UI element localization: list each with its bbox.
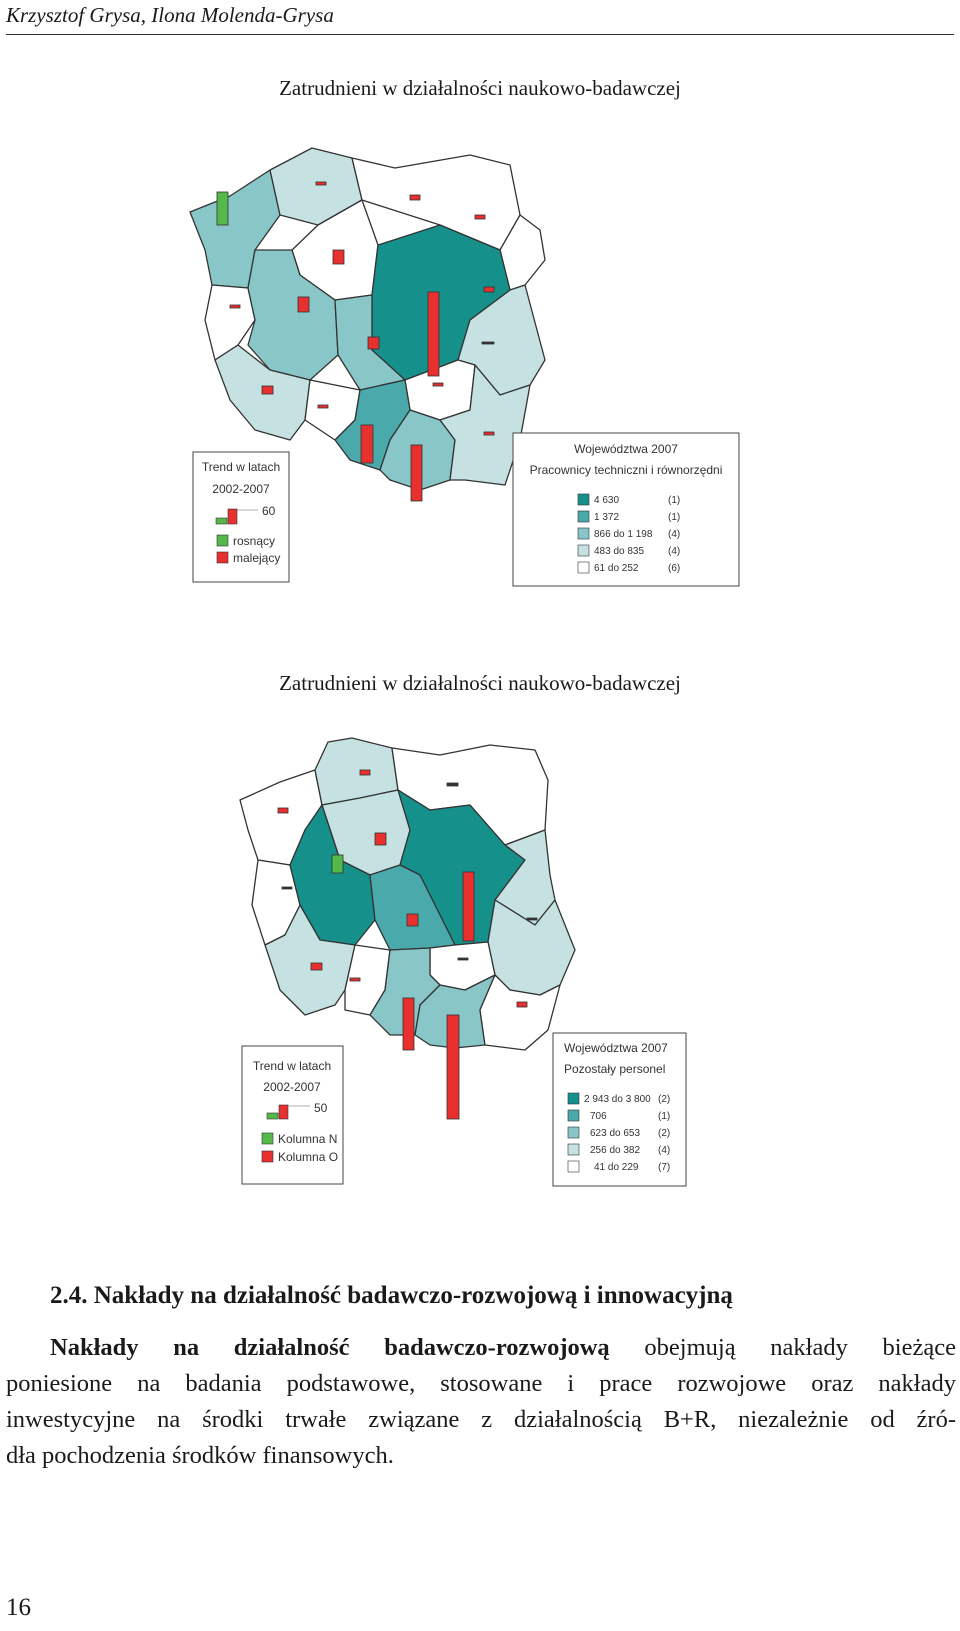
map1-bar-slaskie [361, 425, 373, 463]
map2-bar-zachodniopomorskie [278, 808, 288, 813]
map1-bar-pomorskie [316, 182, 326, 185]
para-line-4: dła pochodzenia środków finansowych. [6, 1442, 394, 1469]
map1-class1-count: (1) [668, 495, 681, 506]
map2-class3-swatch [568, 1127, 579, 1138]
map1-trend-legend-title1: Trend w latach [201, 460, 281, 474]
map1-bar-warminsko-mazurskie [410, 195, 420, 200]
map1-bar-lubuskie [230, 305, 240, 308]
map1-bar-dolnoslaskie [262, 386, 273, 394]
map2-class4-swatch [568, 1144, 579, 1155]
para-line-2: poniesione na badania podstawowe, stosowane i prace rozwojowe oraz nakłady [6, 1370, 956, 1397]
map2 [0, 620, 960, 1260]
map2-class2-count: (1) [658, 1111, 671, 1122]
map1-class5-swatch [578, 562, 589, 573]
map1-class2-count: (1) [668, 512, 681, 523]
map1-class4-count: (4) [668, 546, 681, 557]
map2-bar-lubelskie [517, 1002, 527, 1007]
map2-class5-swatch [568, 1161, 579, 1172]
map2-trend-legend-title1: Trend w latach [252, 1059, 332, 1073]
map1-trend-up-label: rosnący [233, 534, 276, 548]
map1-class3-count: (4) [668, 529, 681, 540]
map2-value-legend-title2: Pozostały personel [564, 1062, 666, 1076]
map1-trend-scale: 60 [262, 504, 276, 518]
map1-class3-swatch [578, 528, 589, 539]
map1-bar-mazowieckie [428, 292, 439, 376]
map1-trend-down-label: malejący [233, 551, 281, 565]
map2-trend-legend [242, 1046, 343, 1184]
map1-class1-range: 4 630 [594, 495, 620, 506]
map2-class3-range: 623 do 653 [590, 1128, 641, 1139]
map1-value-legend-title1: Województwa 2007 [574, 442, 678, 456]
map2-class5-range: 41 do 229 [594, 1162, 639, 1173]
map2-bar-podlaskie [527, 918, 537, 920]
map2-trend-legend-title2: 2002-2007 [263, 1080, 321, 1094]
map1-class5-count: (6) [668, 563, 681, 574]
map2-bar-warminsko-mazurskie [447, 783, 458, 786]
map2-bar-slaskie [403, 998, 414, 1050]
map1-trend-up-swatch [217, 535, 228, 546]
map1-class5-range: 61 do 252 [594, 563, 639, 574]
map2-class4-count: (4) [658, 1145, 671, 1156]
map1-class4-swatch [578, 545, 589, 556]
map1-bar-malopolskie [411, 445, 422, 501]
map1-bar-swietokrzyskie [433, 383, 443, 386]
map2-trend-down-label: Kolumna O [278, 1150, 339, 1164]
map2-class4-range: 256 do 382 [590, 1145, 641, 1156]
map2-trend-up-swatch [262, 1133, 273, 1144]
map2-bar-lubuskie [282, 887, 292, 889]
map1-bar-kujawsko-pomorskie [333, 250, 344, 264]
map2-class1-range: 2 943 do 3 800 [584, 1094, 651, 1105]
map2-class2-swatch [568, 1110, 579, 1121]
map1-title: Zatrudnieni w działalności naukowo-badawczej [279, 76, 681, 100]
para-line-1-rest: obejmują nakłady bieżące [609, 1334, 956, 1361]
map1-bar-lubelskie [482, 342, 494, 344]
map2-bar-wielkopolskie [332, 855, 343, 873]
body-paragraph [6, 1330, 956, 1474]
map2-bar-swietokrzyskie [458, 958, 468, 960]
map1-bar-podkarpackie [484, 432, 494, 435]
map2-class5-count: (7) [658, 1162, 671, 1173]
authors: Krzysztof Grysa, Ilona Molenda-Grysa [6, 3, 334, 27]
map2-value-legend-title1: Województwa 2007 [564, 1041, 668, 1055]
para-bold-lead: Nakłady na działalność badawczo-rozwojową [50, 1334, 610, 1361]
map2-value-legend [553, 1033, 686, 1186]
map2-class1-count: (2) [658, 1094, 671, 1105]
map2-class1-swatch [568, 1093, 579, 1104]
map2-class2-range: 706 [590, 1111, 607, 1122]
map1-class2-swatch [578, 511, 589, 522]
map1-bar-podlaskie-n [475, 215, 485, 219]
map1-class4-range: 483 do 835 [594, 546, 645, 557]
map2-bar-kujawsko-pomorskie [375, 833, 386, 845]
map1-bar-wielkopolskie [298, 297, 309, 312]
map2-trend-down-swatch [262, 1151, 273, 1162]
map1-bar-zachodniopomorskie [217, 192, 228, 225]
map2-bar-dolnoslaskie [311, 963, 322, 970]
map1-class1-swatch [578, 494, 589, 505]
map1 [0, 0, 960, 620]
map1-region-lubuskie [205, 285, 255, 360]
map2-trend-up-label: Kolumna N [278, 1132, 338, 1146]
para-line-1 [6, 1330, 956, 1366]
map1-value-legend [513, 433, 739, 586]
map1-class3-range: 866 do 1 198 [594, 529, 653, 540]
para-line-3: inwestycyjne na środki trwałe związane z działalnością B+R, niezależnie od źró- [6, 1406, 956, 1433]
map2-bar-opolskie [350, 978, 360, 981]
map2-bar-mazowieckie [463, 872, 474, 941]
section-heading: 2.4. Nakłady na działalność badawczo-rozwojową i innowacyjną [50, 1282, 733, 1309]
map2-bar-lodzkie [407, 914, 418, 926]
page-number: 16 [6, 1594, 31, 1621]
map2-bar-pomorskie [360, 770, 370, 775]
map1-trend-legend [193, 452, 289, 582]
map1-bar-podlaskie [484, 287, 494, 292]
map2-title: Zatrudnieni w działalności naukowo-badawczej [279, 671, 681, 695]
map1-bar-lodzkie [368, 337, 379, 349]
map2-trend-scale: 50 [314, 1101, 328, 1115]
map1-trend-legend-title2: 2002-2007 [212, 482, 270, 496]
map2-bar-malopolskie [447, 1015, 459, 1119]
map1-trend-down-swatch [217, 552, 228, 563]
map1-class2-range: 1 372 [594, 512, 620, 523]
map2-class3-count: (2) [658, 1128, 671, 1139]
map1-value-legend-title2: Pracownicy techniczni i równorzędni [529, 463, 723, 477]
map1-bar-opolskie [318, 405, 328, 408]
